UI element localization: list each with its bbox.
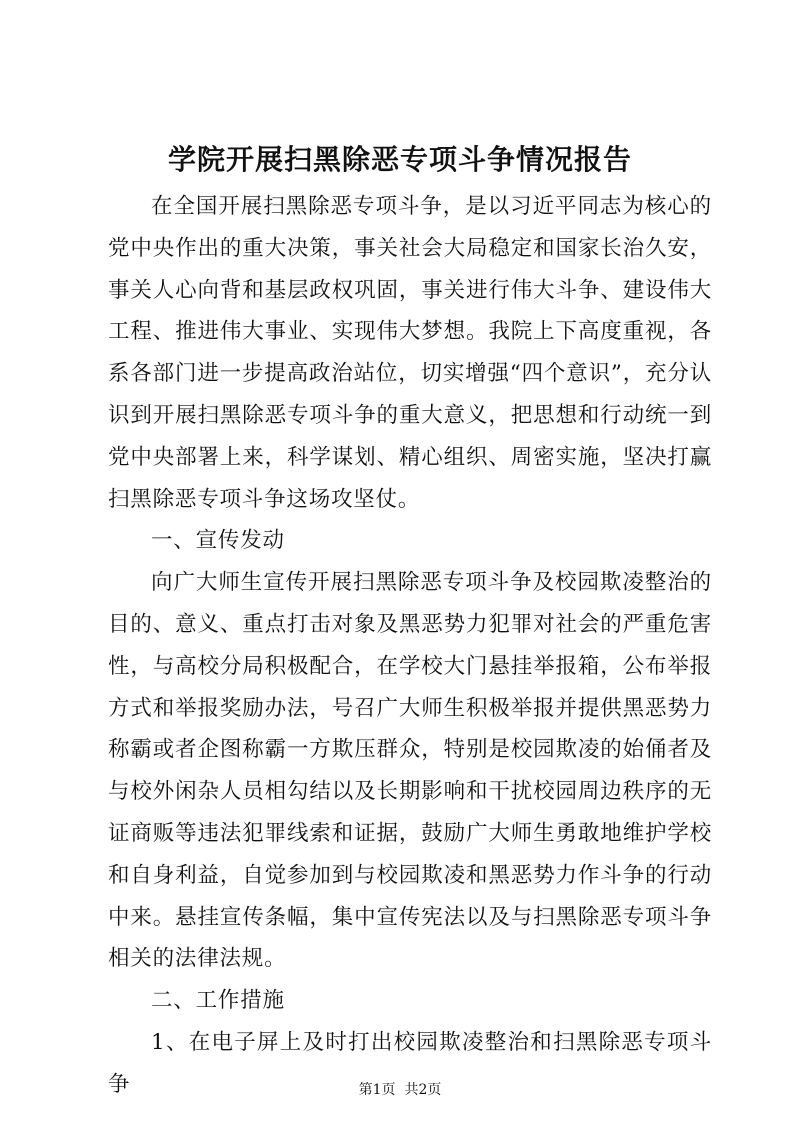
intro-paragraph: 在全国开展扫黑除恶专项斗争，是以习近平同志为核心的党中央作出的重大决策，事关社会大局稳定和国家长治久安，事关人心向背和基层政权巩固，事关进行伟大斗争、建设伟大工程、推进伟大事业、实现伟大梦想。我院上下高度重视，各系各部门进一步提高政治站位，切实增强“四个意识”，充分认识到开展扫黑除恶专项斗争的重大意义，把思想和行动统一到党中央部署上来，科学谋划、精心组织、周密实施，坚决打赢扫黑除恶专项斗争这场攻坚仗。	[108, 194, 712, 512]
document-title: 学院开展扫黑除恶专项斗争情况报告	[167, 143, 632, 176]
section-heading-measures: 二、工作措施	[151, 988, 285, 1014]
publicity-paragraph: 向广大师生宣传开展扫黑除恶专项斗争及校园欺凌整治的目的、意义、重点打击对象及黑恶势力犯罪对社会的严重危害性，与高校分局积极配合，在学校大门悬挂举报箱，公布举报方式和举报奖励办法，号召广大师生积极举报并提供黑恶势力称霸或者企图称霸一方欺压群众，特别是校园欺凌的始俑者及与校外闲杂人员相勾结以及长期影响和干扰校园周边秩序的无证商贩等违法犯罪线索和证据，鼓励广大师生勇敢地维护学校和自身利益，自觉参加到与校园欺凌和黑恶势力作斗争的行动中来。悬挂宣传条幅，集中宣传宪法以及与扫黑除恶专项斗争相关的法律法规。	[108, 570, 712, 972]
section-heading-publicity: 一、宣传发动	[151, 528, 285, 554]
page-footer: 第1页 共2页	[358, 1082, 442, 1098]
document-body	[108, 186, 712, 1106]
measures-paragraph: 1、在电子屏上及时打出校园欺凌整治和扫黑除恶专项斗争	[108, 1029, 712, 1097]
